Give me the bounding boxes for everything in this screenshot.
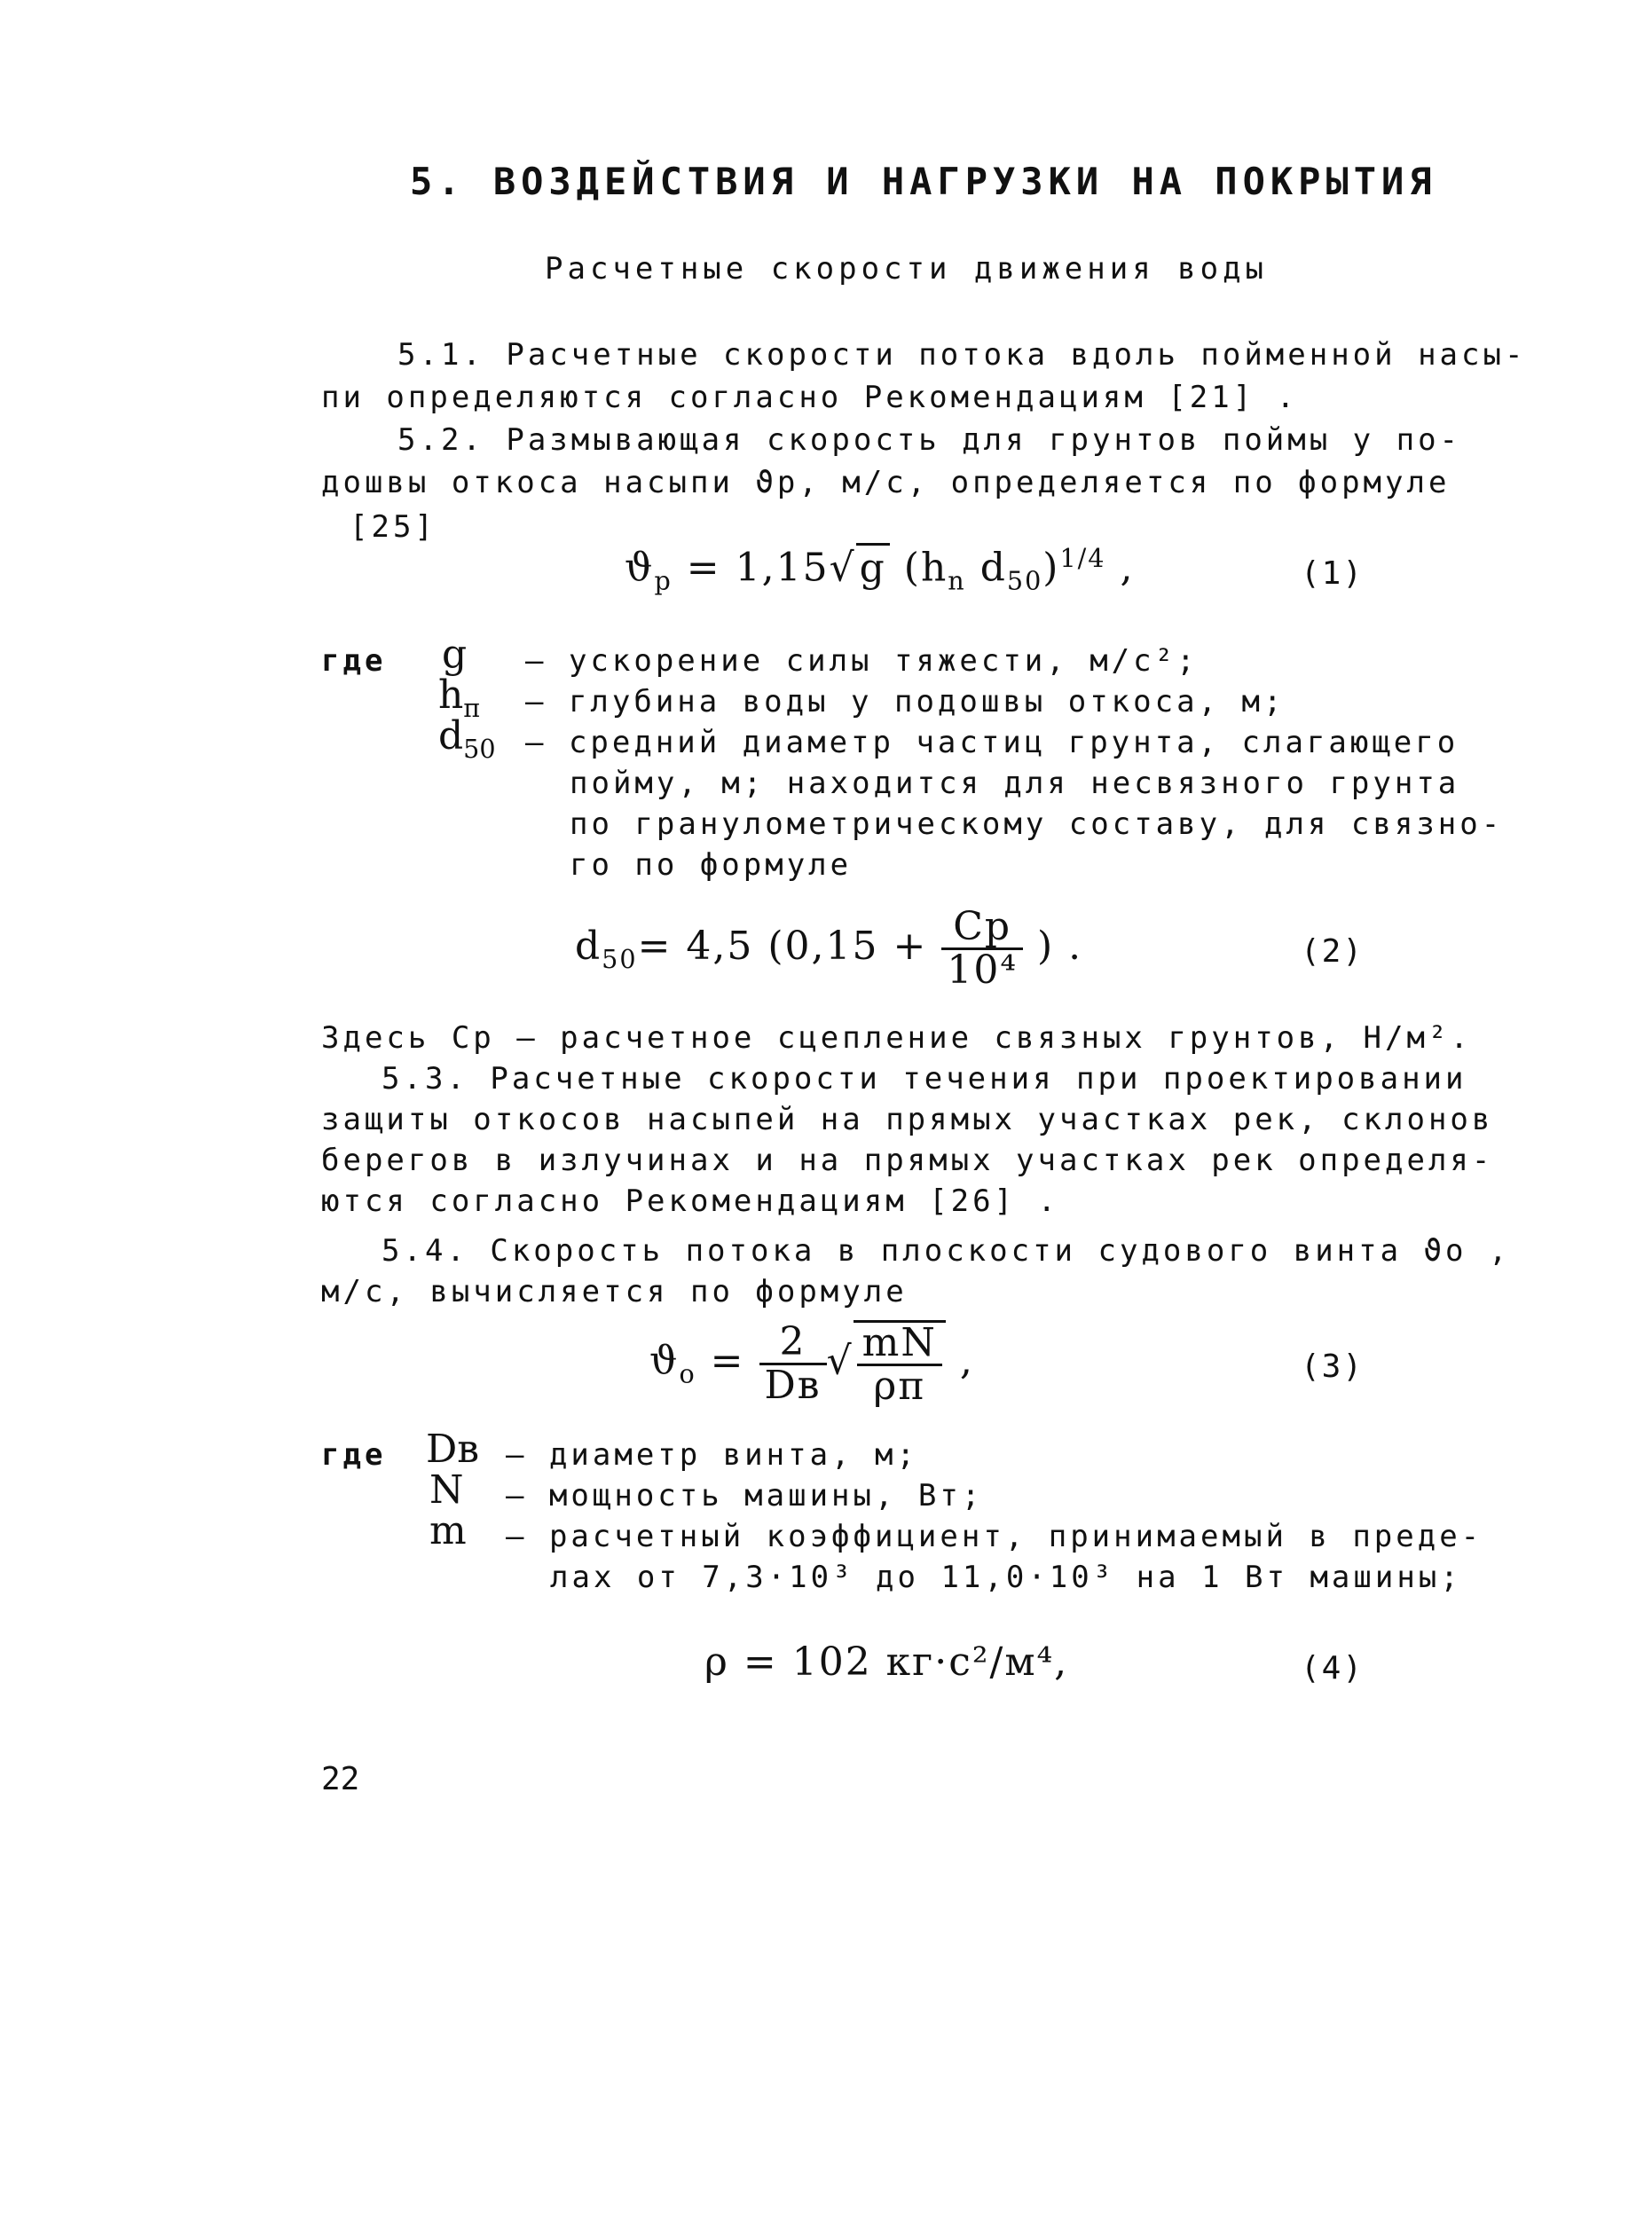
formula-3-lhs-subscript: o [679, 1358, 696, 1389]
paragraph-5-3-line-1: 5.3. Расчетные скорости течения при проектировании [382, 1061, 1467, 1097]
definition-d50-cont-2: по гранулометрическому составу, для связно- [570, 806, 1504, 842]
formula-2-tail: ) . [1023, 924, 1083, 970]
paragraph-5-4-line-2: м/с, вычисляется по формуле [321, 1274, 908, 1309]
formula-2-denominator: 10⁴ [947, 947, 1018, 994]
symbol-hn: $h_п$ [438, 672, 481, 723]
formula-3-fraction [759, 1318, 827, 1408]
formula-3-equals: = [696, 1338, 759, 1384]
definition-d50-cont-3: го по формуле [570, 847, 853, 883]
definition-dv: – диаметр винта, м; [506, 1437, 918, 1473]
formula-3-root-denominator: ρπ [873, 1364, 926, 1410]
formula-4-number: (4) [1301, 1650, 1365, 1686]
where-label-2: где [321, 1437, 387, 1473]
symbol-dv: Dв [426, 1427, 480, 1472]
formula-3-number: (3) [1301, 1348, 1365, 1385]
formula-1-lhs: ϑ [625, 545, 655, 591]
definition-d50: – средний диаметр частиц грунта, слагающего [525, 725, 1459, 760]
formula-2 [575, 904, 1083, 994]
formula-3-comma: , [945, 1338, 974, 1384]
formula-2-lhs: d [575, 924, 602, 970]
paragraph-5-3-line-4: ются согласно Рекомендациям [26] . [321, 1183, 1059, 1219]
formula-1-h-subscript: n [948, 565, 966, 596]
paragraph-5-2-line-1: 5.2. Размывающая скорость для грунтов поймы у по- [397, 422, 1462, 458]
paragraph-5-2-reference: [25] [350, 509, 437, 545]
formula-1-comma: , [1105, 545, 1135, 591]
formula-1-number: (1) [1301, 555, 1365, 592]
symbol-n: N [429, 1467, 464, 1513]
formula-1-d-subscript: 50 [1006, 565, 1043, 596]
definition-m-cont: лах от 7,3·10³ до 11,0·10³ на 1 Вт машины; [550, 1560, 1462, 1595]
paragraph-5-2-line-2: дошвы откоса насыпи ϑp, м/с, определяется по формуле [321, 465, 1451, 500]
formula-3-numerator: 2 [759, 1322, 827, 1365]
formula-3-root-fraction [854, 1320, 946, 1410]
formula-1-root-argument: g [856, 543, 890, 591]
subsection-heading: Расчетные скорости движения воды [545, 251, 1269, 287]
formula-2-lhs-subscript: 50 [602, 943, 638, 974]
paragraph-5-1-line-2: пи определяются согласно Рекомендациям [21] . [321, 380, 1299, 415]
formula-2-number: (2) [1301, 933, 1365, 970]
paragraph-5-3-line-3: берегов в излучинах и на прямых участках рек определя- [321, 1143, 1494, 1178]
here-definition-cp: Здесь Cp – расчетное сцепление связных грунтов, Н/м². [321, 1020, 1472, 1056]
formula-1-d: d [965, 545, 1007, 591]
definition-n: – мощность машины, Вт; [506, 1478, 984, 1513]
definition-m: – расчетный коэффициент, принимаемый в преде- [506, 1519, 1483, 1554]
formula-3-root-sign: √ [826, 1338, 854, 1384]
symbol-m: m [429, 1508, 467, 1553]
where-label-1: где [321, 643, 387, 679]
symbol-d50: $d_{50}$ [438, 713, 496, 764]
definition-g: – ускорение силы тяжести, м/с²; [525, 643, 1199, 679]
formula-1-paren-close: ) [1042, 545, 1060, 591]
formula-1-power: 1/4 [1059, 543, 1106, 573]
formula-1-lhs-subscript: p [654, 565, 673, 596]
formula-3-denominator: Dв [764, 1362, 822, 1408]
definition-hn: – глубина воды у подошвы откоса, м; [525, 684, 1286, 719]
paragraph-5-1-line-1: 5.1. Расчетные скорости потока вдоль пойменной насы- [397, 337, 1527, 373]
formula-2-numerator: Cp [941, 907, 1023, 950]
page-number: 22 [321, 1761, 360, 1797]
formula-3 [649, 1318, 974, 1410]
formula-1-root-sign: √ [829, 545, 856, 591]
formula-4: ρ = 102 кг·с²/м⁴, [704, 1639, 1069, 1685]
formula-3-root-numerator: mN [857, 1323, 942, 1366]
formula-2-expression: = 4,5 (0,15 + [637, 924, 942, 970]
paragraph-5-4-line-1: 5.4. Скорость потока в плоскости судового винта ϑo , [382, 1233, 1511, 1269]
formula-1-coefficient: = 1,15 [672, 545, 830, 591]
formula-2-fraction [941, 904, 1023, 994]
symbol-g: g [442, 632, 468, 677]
section-heading: 5. ВОЗДЕЙСТВИЯ И НАГРУЗКИ НА ПОКРЫТИЯ [410, 160, 1437, 203]
formula-1 [625, 543, 1134, 595]
formula-3-lhs: ϑ [649, 1338, 680, 1384]
formula-1-paren-open: (h [889, 545, 948, 591]
definition-d50-cont-1: пойму, м; находится для несвязного грунта [570, 766, 1460, 801]
paragraph-5-3-line-2: защиты откосов насыпей на прямых участках рек, склонов [321, 1102, 1494, 1137]
